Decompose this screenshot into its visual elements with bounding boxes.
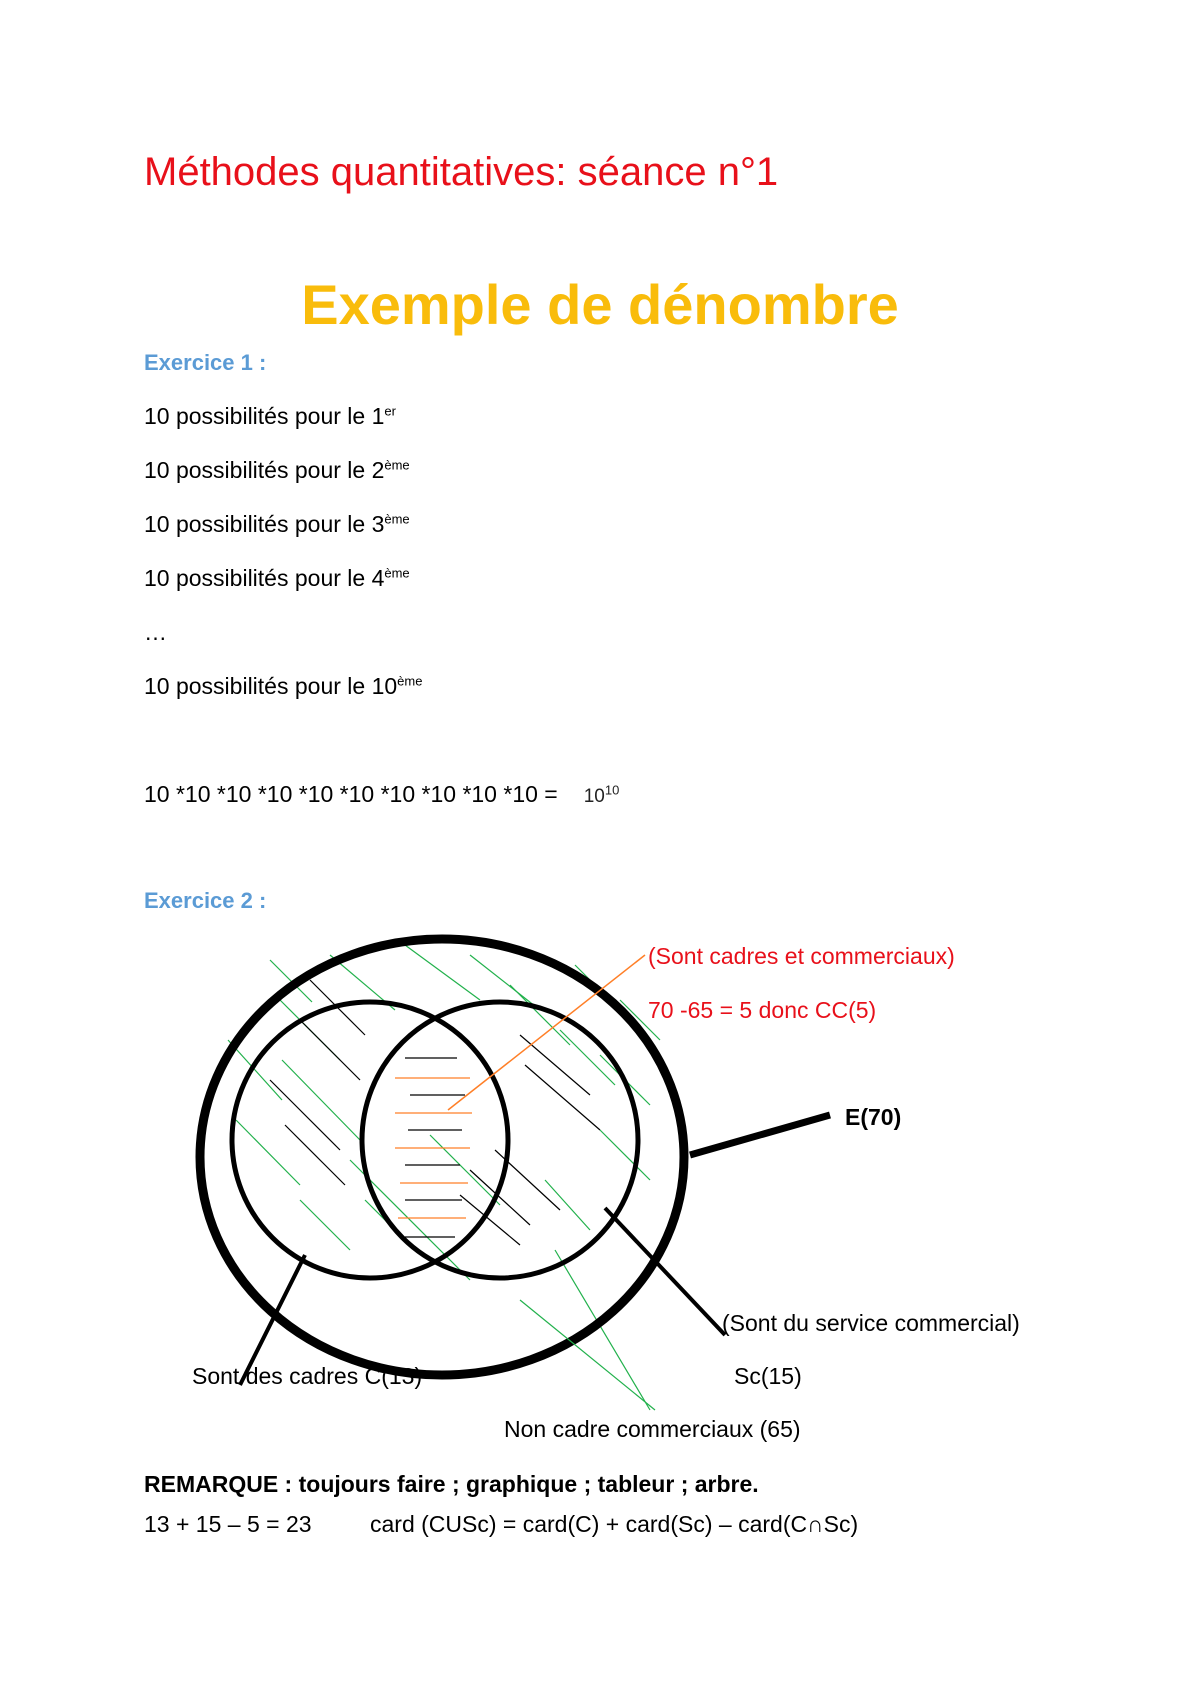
possibility-line-2: 10 possibilités pour le 2ème [144, 457, 410, 483]
possibility-line-3: 10 possibilités pour le 3ème [144, 511, 410, 537]
exercise-2-label: Exercice 2 : [144, 888, 267, 913]
page-title: Méthodes quantitatives: séance n°1 [144, 150, 779, 194]
remark-calc: 13 + 15 – 5 = 23 [144, 1511, 312, 1537]
intersection-pointer-line [448, 955, 645, 1110]
main-heading: Exemple de dénombre [301, 273, 899, 336]
possibility-line-4: 10 possibilités pour le 4ème [144, 565, 410, 591]
exercise-1-label: Exercice 1 : [144, 350, 267, 375]
remark-formula: card (CUSc) = card(C) + card(Sc) – card(C∩Sc) [370, 1511, 859, 1537]
possibility-line-1: 10 possibilités pour le 1er [144, 403, 396, 429]
set-C-circle [232, 1002, 508, 1278]
intersection-annotation-calc: 70 -65 = 5 donc CC(5) [648, 997, 877, 1023]
remark-line: REMARQUE : toujours faire ; graphique ; tableur ; arbre. [144, 1471, 759, 1497]
non-cadre-label: Non cadre commerciaux (65) [504, 1416, 801, 1442]
E-pointer-line [690, 1115, 830, 1155]
product-line: 10 *10 *10 *10 *10 *10 *10 *10 *10 $*10 = 10^{10}$ [144, 781, 620, 807]
service-commercial-label: (Sont du service commercial) [722, 1310, 1020, 1336]
possibility-line-10: 10 possibilités pour le 10ème [144, 673, 423, 699]
Sc-pointer-line [605, 1208, 725, 1335]
set-Sc-circle [362, 1002, 638, 1278]
intersection-hatching [395, 1058, 472, 1237]
cadres-label: Sont des cadres C(13) [192, 1363, 423, 1389]
ellipsis-line: … [144, 619, 167, 645]
intersection-annotation-title: (Sont cadres et commerciaux) [648, 943, 955, 969]
service-commercial-count: Sc(15) [734, 1363, 802, 1389]
set-E-label: E(70) [845, 1104, 902, 1130]
